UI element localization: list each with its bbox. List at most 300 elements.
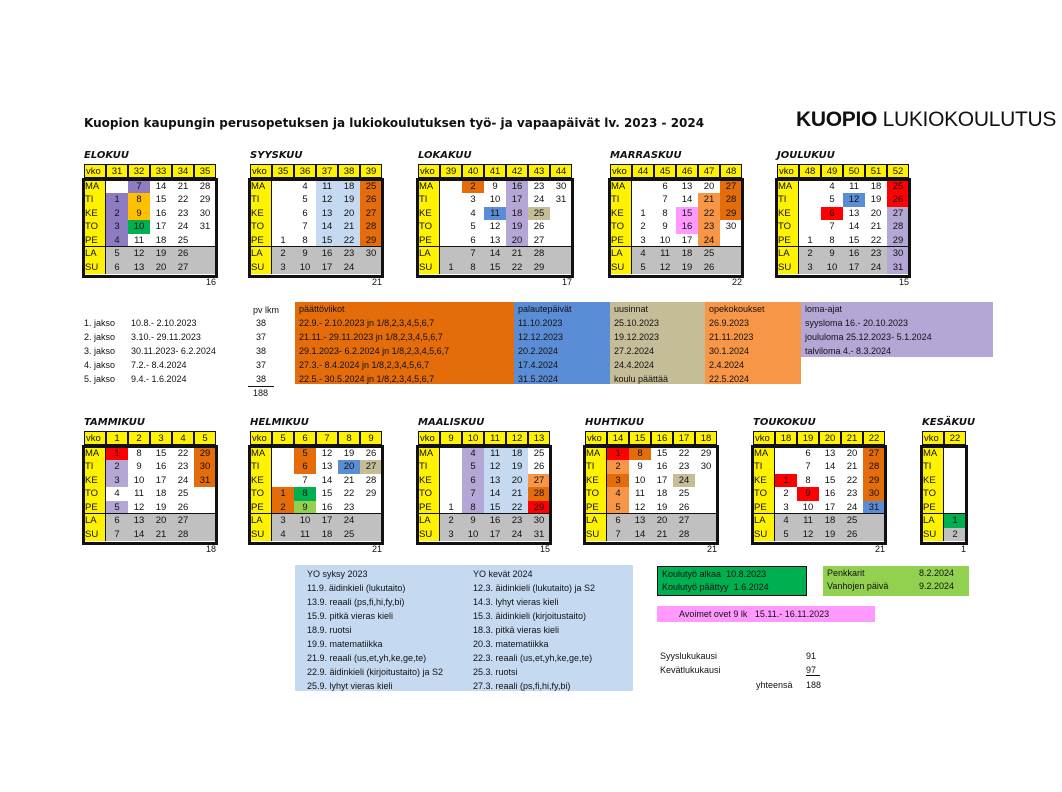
day-cell [194, 261, 216, 275]
yo-kevat-item: 22.3. reaali (us,et,yh,ke,ge,te) [473, 653, 593, 663]
day-label: SU [250, 261, 272, 275]
uusinnat-row: 24.4.2024 [614, 360, 655, 370]
day-cell: 20 [150, 261, 172, 275]
day-cell: 21 [150, 528, 172, 542]
day-cell: 14 [150, 180, 172, 194]
day-cell: 31 [863, 501, 885, 515]
day-cell [272, 207, 294, 221]
week-number: 1 [106, 431, 128, 445]
day-cell: 11 [294, 528, 316, 542]
day-cell: 22 [172, 447, 194, 461]
week-number: 41 [484, 164, 506, 178]
day-cell: 9 [654, 220, 676, 234]
day-cell: 19 [506, 460, 528, 474]
day-cell: 15 [484, 261, 506, 275]
day-cell: 5 [106, 501, 128, 515]
day-cell: 2 [440, 514, 462, 528]
day-label: LA [250, 247, 272, 261]
day-cell: 15 [150, 193, 172, 207]
day-cell: 15 [316, 487, 338, 501]
weekend-separator [922, 513, 966, 514]
yo-syksy-item: 11.9. äidinkieli (lukutaito) [307, 583, 406, 593]
day-cell: 5 [294, 447, 316, 461]
week-number: 40 [462, 164, 484, 178]
day-cell: 30 [528, 514, 550, 528]
week-label: vko [84, 164, 106, 178]
month-name: TAMMIKUU [84, 417, 146, 428]
week-number: 22 [944, 431, 966, 445]
page-title: Kuopion kaupungin perusopetuksen ja lukiokoulutuksen työ- ja vapaapäivät lv. 2023 - 2024 [84, 116, 705, 130]
day-cell: 20 [506, 234, 528, 248]
day-label: TO [84, 220, 106, 234]
day-cell: 28 [360, 474, 382, 488]
day-cell: 22 [865, 234, 887, 248]
day-cell: 25 [360, 180, 382, 194]
palaute-row: 11.10.2023 [518, 318, 563, 328]
day-cell [695, 528, 717, 542]
day-cell: 4 [607, 487, 629, 501]
day-cell [272, 474, 294, 488]
day-cell: 2 [106, 207, 128, 221]
day-cell [360, 261, 382, 275]
yo-kevat-item: 12.3. äidinkieli (lukutaito) ja S2 [473, 583, 596, 593]
day-cell: 22 [841, 474, 863, 488]
day-cell [194, 247, 216, 261]
week-label: vko [777, 164, 799, 178]
day-cell: 5 [632, 261, 654, 275]
day-cell [440, 193, 462, 207]
day-cell: 28 [172, 528, 194, 542]
yo-kevat-item: 18.3. pitkä vieras kieli [473, 625, 560, 635]
day-cell: 29 [528, 501, 550, 515]
week-number: 17 [673, 431, 695, 445]
period-name: 2. jakso [84, 332, 116, 342]
week-number: 39 [360, 164, 382, 178]
day-cell [194, 487, 216, 501]
day-cell: 26 [360, 447, 382, 461]
day-cell: 28 [887, 220, 909, 234]
day-cell: 10 [462, 528, 484, 542]
day-cell: 13 [629, 514, 651, 528]
day-cell: 3 [272, 514, 294, 528]
day-cell: 8 [294, 487, 316, 501]
day-cell: 9 [797, 487, 819, 501]
period-name: 4. jakso [84, 360, 116, 370]
day-cell: 6 [106, 514, 128, 528]
day-label: LA [418, 247, 440, 261]
day-label: SU [753, 528, 775, 542]
period-days: 38 [256, 318, 267, 328]
day-cell: 12 [629, 501, 651, 515]
week-label: vko [250, 431, 272, 445]
day-cell: 6 [654, 180, 676, 194]
day-cell: 9 [484, 180, 506, 194]
period-days: 37 [256, 360, 267, 370]
day-cell: 2 [106, 460, 128, 474]
day-cell [550, 261, 572, 275]
day-cell [194, 501, 216, 515]
day-cell: 25 [528, 207, 550, 221]
yo-syksy-item: 18.9. ruotsi [307, 625, 352, 635]
day-cell: 25 [673, 487, 695, 501]
day-cell: 2 [632, 220, 654, 234]
day-cell: 4 [106, 234, 128, 248]
day-label: MA [777, 180, 799, 194]
day-cell [440, 487, 462, 501]
day-cell: 21 [338, 220, 360, 234]
week-number: 48 [720, 164, 742, 178]
day-cell: 21 [865, 220, 887, 234]
day-cell: 16 [651, 460, 673, 474]
day-cell: 17 [506, 193, 528, 207]
day-cell: 4 [294, 180, 316, 194]
day-cell: 15 [150, 447, 172, 461]
day-cell: 21 [172, 180, 194, 194]
period-days: 38 [256, 374, 267, 384]
day-cell: 27 [172, 514, 194, 528]
week-number: 12 [506, 431, 528, 445]
day-cell: 23 [172, 460, 194, 474]
day-cell: 21 [841, 460, 863, 474]
day-label: MA [922, 447, 944, 461]
uusinnat-head: uusinnat [614, 304, 649, 314]
day-cell: 10 [294, 261, 316, 275]
day-cell: 26 [673, 501, 695, 515]
week-number: 34 [172, 164, 194, 178]
day-cell: 17 [484, 528, 506, 542]
day-cell: 6 [607, 514, 629, 528]
day-cell: 14 [316, 220, 338, 234]
day-cell: 12 [484, 460, 506, 474]
day-cell [944, 501, 966, 515]
day-cell [440, 220, 462, 234]
day-cell: 27 [863, 447, 885, 461]
day-label: LA [922, 514, 944, 528]
day-cell: 20 [338, 207, 360, 221]
day-label: TI [610, 193, 632, 207]
day-cell: 19 [676, 261, 698, 275]
week-number: 13 [528, 431, 550, 445]
syyslukukausi-value: 91 [806, 651, 817, 661]
day-cell: 5 [462, 460, 484, 474]
period-total: 188 [253, 388, 269, 398]
day-cell: 28 [720, 193, 742, 207]
day-label: LA [777, 247, 799, 261]
day-label: LA [84, 514, 106, 528]
day-cell: 13 [484, 234, 506, 248]
day-cell: 4 [462, 207, 484, 221]
day-cell [863, 528, 885, 542]
day-cell [360, 528, 382, 542]
day-cell: 13 [484, 474, 506, 488]
day-cell: 22 [506, 501, 528, 515]
period-dates: 10.8.- 2.10.2023 [131, 318, 197, 328]
day-cell: 30 [360, 247, 382, 261]
week-number: 16 [651, 431, 673, 445]
day-cell: 26 [528, 460, 550, 474]
day-cell: 11 [316, 180, 338, 194]
day-label: PE [610, 234, 632, 248]
day-cell [632, 193, 654, 207]
week-number: 20 [819, 431, 841, 445]
day-label: MA [610, 180, 632, 194]
day-cell [863, 514, 885, 528]
day-cell: 5 [106, 247, 128, 261]
day-cell: 16 [676, 220, 698, 234]
day-cell: 15 [676, 207, 698, 221]
day-cell [440, 207, 462, 221]
day-cell: 3 [440, 528, 462, 542]
day-cell: 31 [550, 193, 572, 207]
day-cell: 29 [194, 193, 216, 207]
day-label: SU [610, 261, 632, 275]
loma-ajat-box [801, 302, 993, 357]
day-cell: 17 [316, 261, 338, 275]
loma-ajat-row: talviloma 4.- 8.3.2024 [805, 346, 892, 356]
day-cell: 9 [128, 207, 150, 221]
palaute-head: palautepäivät [518, 304, 572, 314]
week-number: 33 [150, 164, 172, 178]
day-cell: 20 [698, 180, 720, 194]
day-cell: 3 [775, 501, 797, 515]
day-cell: 2 [607, 460, 629, 474]
day-cell: 1 [632, 207, 654, 221]
pv-lkm-header: pv lkm [253, 305, 280, 315]
day-cell: 24 [865, 261, 887, 275]
day-cell: 14 [484, 247, 506, 261]
week-number: 15 [629, 431, 651, 445]
paattoviikot-box [295, 302, 514, 384]
day-cell: 9 [629, 460, 651, 474]
week-label: vko [753, 431, 775, 445]
week-number: 51 [865, 164, 887, 178]
day-cell: 26 [360, 193, 382, 207]
day-cell: 26 [172, 247, 194, 261]
day-cell: 17 [651, 474, 673, 488]
day-cell: 15 [484, 501, 506, 515]
opekokoukset-row: 2.4.2024 [709, 360, 745, 370]
day-cell: 8 [654, 207, 676, 221]
day-cell: 2 [799, 247, 821, 261]
month-workday-total: 1 [960, 544, 966, 554]
yo-syksy-item: 15.9. pitkä vieras kieli [307, 611, 394, 621]
month-workday-total: 21 [371, 544, 382, 554]
week-label: vko [250, 164, 272, 178]
day-cell: 11 [484, 207, 506, 221]
day-cell: 23 [698, 220, 720, 234]
day-label: KE [922, 474, 944, 488]
day-cell: 20 [338, 460, 360, 474]
day-cell: 6 [294, 207, 316, 221]
weekend-separator [777, 246, 909, 247]
day-cell [550, 207, 572, 221]
day-cell: 19 [338, 447, 360, 461]
day-label: MA [250, 447, 272, 461]
opekokoukset-row: 21.11.2023 [709, 332, 754, 342]
week-number: 32 [128, 164, 150, 178]
day-label: LA [610, 247, 632, 261]
day-cell: 9 [128, 460, 150, 474]
day-cell: 1 [944, 514, 966, 528]
day-cell: 13 [843, 207, 865, 221]
month-workday-total: 21 [874, 544, 885, 554]
day-cell: 12 [654, 261, 676, 275]
day-cell: 20 [841, 447, 863, 461]
week-number: 10 [462, 431, 484, 445]
day-cell [550, 247, 572, 261]
week-number: 50 [843, 164, 865, 178]
day-cell [440, 234, 462, 248]
day-label: MA [84, 447, 106, 461]
day-cell: 7 [294, 220, 316, 234]
day-label: KE [777, 207, 799, 221]
day-cell: 12 [843, 193, 865, 207]
weekend-separator [585, 513, 717, 514]
opekokoukset-head: opekokoukset [709, 304, 765, 314]
day-cell [720, 261, 742, 275]
day-label: TI [418, 460, 440, 474]
week-number: 6 [294, 431, 316, 445]
month-name: LOKAKUU [418, 150, 472, 161]
week-number: 8 [338, 431, 360, 445]
day-cell: 1 [106, 447, 128, 461]
period-dates: 9.4.- 1.6.2024 [131, 374, 187, 384]
day-cell: 13 [819, 447, 841, 461]
day-cell: 25 [338, 528, 360, 542]
day-cell: 15 [843, 234, 865, 248]
day-label: TI [84, 193, 106, 207]
day-cell: 23 [338, 501, 360, 515]
week-number: 46 [676, 164, 698, 178]
day-cell: 18 [506, 447, 528, 461]
day-cell [360, 514, 382, 528]
period-name: 1. jakso [84, 318, 116, 328]
day-cell: 19 [819, 528, 841, 542]
day-cell: 19 [651, 501, 673, 515]
day-cell: 11 [654, 247, 676, 261]
month-name: JOULUKUU [777, 150, 835, 161]
day-cell: 1 [440, 261, 462, 275]
day-cell: 16 [506, 180, 528, 194]
day-cell: 29 [194, 447, 216, 461]
day-cell: 6 [294, 460, 316, 474]
day-cell: 17 [150, 220, 172, 234]
day-cell: 14 [316, 474, 338, 488]
day-cell: 14 [819, 460, 841, 474]
day-cell: 11 [128, 487, 150, 501]
week-number: 42 [506, 164, 528, 178]
week-number: 19 [797, 431, 819, 445]
week-label: vko [922, 431, 944, 445]
day-cell: 15 [316, 234, 338, 248]
day-cell: 28 [528, 487, 550, 501]
day-label: TO [922, 487, 944, 501]
day-cell: 20 [150, 514, 172, 528]
day-label: PE [418, 501, 440, 515]
period-dates: 30.11.2023- 6.2.2024 [131, 346, 216, 356]
month-workday-total: 22 [731, 277, 742, 287]
day-cell: 26 [528, 220, 550, 234]
day-cell [440, 447, 462, 461]
day-cell: 14 [484, 487, 506, 501]
day-cell: 10 [294, 514, 316, 528]
yo-syksy-head: YO syksy 2023 [307, 569, 368, 579]
opekokoukset-box [705, 302, 801, 384]
day-cell: 5 [462, 220, 484, 234]
day-cell: 23 [865, 247, 887, 261]
vanhojen-row: Vanhojen päivä 9.2.2024 [827, 581, 955, 591]
day-cell: 11 [484, 447, 506, 461]
day-cell: 25 [887, 180, 909, 194]
day-cell: 14 [629, 528, 651, 542]
day-cell: 18 [338, 180, 360, 194]
day-cell [272, 460, 294, 474]
day-label: TO [418, 220, 440, 234]
day-cell: 1 [799, 234, 821, 248]
day-cell: 24 [338, 514, 360, 528]
day-cell [799, 180, 821, 194]
day-label: KE [250, 474, 272, 488]
day-label: TO [753, 487, 775, 501]
day-label: KE [610, 207, 632, 221]
day-label: TO [418, 487, 440, 501]
month-workday-total: 16 [205, 277, 216, 287]
yo-syksy-item: 13.9. reaali (ps,fi,hi,fy,bi) [307, 597, 405, 607]
day-label: KE [84, 207, 106, 221]
day-cell [194, 514, 216, 528]
day-cell: 4 [632, 247, 654, 261]
yo-exams-box [295, 565, 633, 691]
month-name: ELOKUU [84, 150, 129, 161]
month-name: MAALISKUU [418, 417, 485, 428]
day-label: TI [777, 193, 799, 207]
day-label: KE [585, 474, 607, 488]
day-label: TI [418, 193, 440, 207]
period-dates: 7.2.- 8.4.2024 [131, 360, 187, 370]
day-cell: 3 [106, 474, 128, 488]
kuopio-logo: KUOPIO LUKIOKOULUTUS [796, 108, 1057, 131]
month-workday-total: 15 [898, 277, 909, 287]
period-days: 38 [256, 346, 267, 356]
day-cell: 27 [360, 460, 382, 474]
day-label: PE [84, 234, 106, 248]
day-cell [695, 474, 717, 488]
day-label: PE [250, 234, 272, 248]
day-cell: 27 [360, 207, 382, 221]
day-cell [695, 501, 717, 515]
week-number: 14 [607, 431, 629, 445]
week-number: 9 [360, 431, 382, 445]
week-number: 48 [799, 164, 821, 178]
day-cell: 10 [484, 193, 506, 207]
day-cell: 19 [150, 247, 172, 261]
day-cell: 21 [506, 487, 528, 501]
day-cell: 22 [172, 193, 194, 207]
day-label: TI [250, 193, 272, 207]
paattoviikot-head: päättöviikot [299, 304, 345, 314]
day-cell: 7 [106, 528, 128, 542]
day-label: TO [84, 487, 106, 501]
day-label: MA [585, 447, 607, 461]
day-cell: 26 [887, 193, 909, 207]
day-cell: 12 [316, 447, 338, 461]
uusinnat-row: 25.10.2023 [614, 318, 660, 328]
day-cell: 10 [128, 474, 150, 488]
weekend-separator [250, 513, 382, 514]
day-cell: 27 [528, 234, 550, 248]
day-cell: 7 [462, 487, 484, 501]
day-cell [944, 487, 966, 501]
